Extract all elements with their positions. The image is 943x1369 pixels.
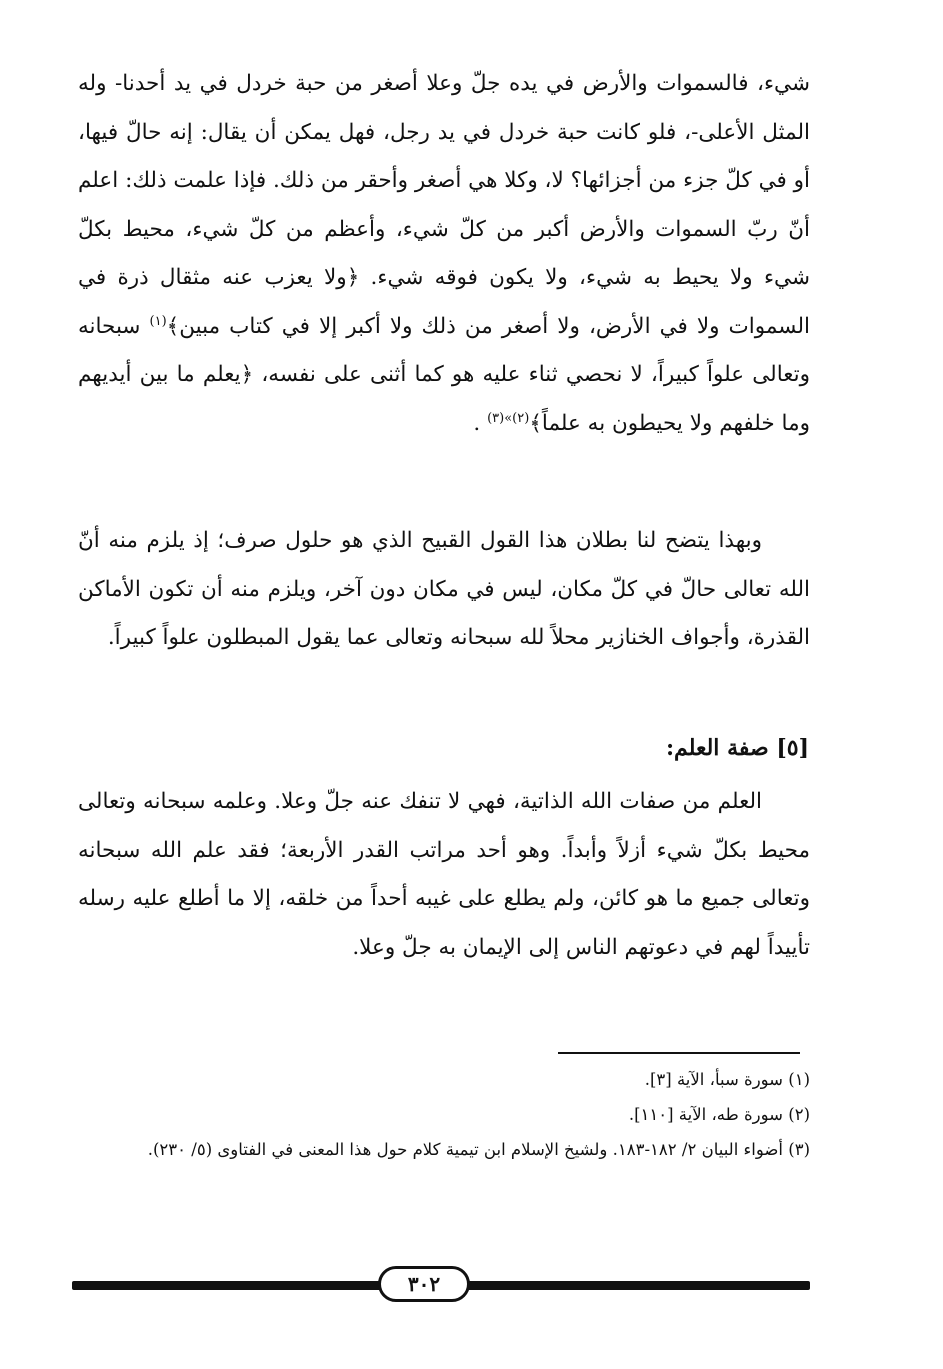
paragraph-3: العلم من صفات الله الذاتية، فهي لا تنفك عنه جلّ وعلا. وعلمه سبحانه وتعالى محيط بكلّ شيء أزلاً وأبداً. وهو أحد مراتب القدر الأربعة؛ فقد علم الله سبحانه وتعالى جميع ما هو كائن، ولم يطلع على غيبه أحداً من خلقه، إلا ما أطلع عليه رسله تأييداً لهم في دعوتهم الناس إلى الإيمان به جلّ وعلا. (78, 789, 810, 960)
bottom-rule-left (72, 1281, 392, 1290)
bottom-rule-right (455, 1281, 810, 1290)
paragraph-1-text-a: شيء، فالسموات والأرض في يده جلّ وعلا أصغر من حبة خردل في يد أحدنا- وله المثل الأعلى-، فلو كانت حبة خردل في يد رجل، فهل يمكن أن يقال: إنه حالّ فيها، أو في كلّ جزء من أجزائها؟ لا، وكلا هي أصغر وأحقر من ذلك. فإذا علمت ذلك: اعلم أنّ ربّ السموات والأرض أكبر من كلّ شيء، وأعظم من كلّ شيء، محيط بكلّ شيء ولا يحيط به شيء، ولا يكون فوقه شيء. ﴿ولا يعزب عنه مثقال ذرة في السموات ولا في الأرض، ولا أصغر من ذلك ولا أكبر إلا في كتاب مبين﴾ (78, 71, 810, 339)
paragraph-1 (78, 60, 810, 448)
paragraph-1-text-c: . (473, 410, 488, 436)
footnote-1: (١) سورة سبأ، الآية [٣]. (644, 1070, 810, 1089)
paragraph-2: وبهذا يتضح لنا بطلان هذا القول القبيح الذي هو حلول صرف؛ إذ يلزم منه أنّ الله تعالى حالّ في كلّ مكان، ليس في مكان دون آخر، ويلزم منه أن تكون الأماكن القذرة، وأجواف الخنازير محلاً لله سبحانه وتعالى عما يقول المبطلون علواً كبيراً. (78, 528, 810, 650)
footnotes (78, 1062, 810, 1167)
page-number: ٣٠٢ (378, 1266, 470, 1302)
section-heading: [٥] صفة العلم: (665, 735, 809, 761)
footnote-3: (٣) أضواء البيان ٢/ ١٨٢-١٨٣. ولشيخ الإسلام ابن تيمية كلام حول هذا المعنى في الفتاوى (٥/ ٢٣٠). (147, 1140, 810, 1159)
footnote-divider (558, 1052, 800, 1054)
footnote-ref-2-3: (٢)»(٣) (487, 410, 530, 426)
footnote-2: (٢) سورة طه، الآية [١١٠]. (628, 1105, 810, 1124)
footnote-ref-1: (١) (149, 313, 167, 329)
paragraph-1-text-b: سبحانه وتعالى علواً كبيراً، لا نحصي ثناء عليه هو كما أثنى على نفسه، ﴿يعلم ما بين أيديهم وما خلفهم ولا يحيطون به علماً﴾ (78, 313, 810, 436)
